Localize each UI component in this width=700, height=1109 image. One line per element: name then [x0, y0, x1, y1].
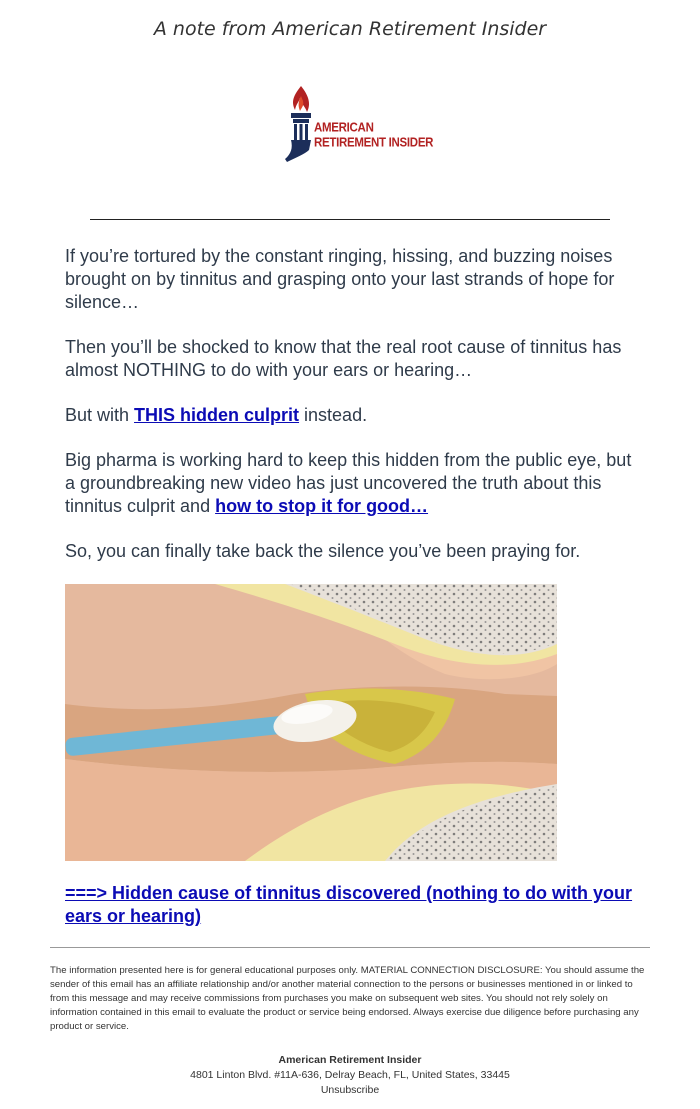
logo-line-1: AMERICAN [314, 121, 374, 135]
disclaimer-text: The information presented here is for general educational purposes only. MATERIAL CONNECTION DISCLOSURE: You should assume the sender of this email has an affiliate relationship and/or another material connection to the persons or businesses mentioned in or linked to from this message and may receive commissions from purchases you make on subsequent web sites. You should not rely solely on information contained in this email to evaluate the product or service being endorsed. Always exercise due diligence before purchasing any product or service. [50, 965, 645, 1032]
paragraph-4-text: Big pharma is working hard to keep this hidden from the public eye, but a groundbreaking new video has just uncovered the truth about this tinnitus culprit and [65, 450, 632, 516]
ear-canal-image[interactable] [65, 584, 557, 861]
paragraph-5: So, you can finally take back the silence you’ve been praying for. [65, 541, 581, 561]
footer-divider [50, 947, 650, 948]
paragraph-3 [65, 404, 640, 427]
paragraph-4 [65, 449, 640, 518]
paragraph-3-suffix: instead. [299, 405, 368, 425]
email-body [65, 245, 640, 585]
header-divider [90, 219, 610, 220]
logo-line-2: RETIREMENT INSIDER [314, 135, 434, 150]
sender-note: A note from American Retirement Insider [153, 18, 547, 40]
footer [0, 1053, 700, 1098]
paragraph-2: Then you’ll be shocked to know that the real root cause of tinnitus has almost NOTHING to do with your ears or hearing… [65, 337, 622, 380]
stop-it-link[interactable]: how to stop it for good… [215, 496, 429, 516]
hidden-culprit-link[interactable]: THIS hidden culprit [134, 405, 300, 425]
paragraph-1: If you’re tortured by the constant ringing, hissing, and buzzing noises brought on by tinnitus and grasping onto your last strands of hope for silence… [65, 246, 615, 312]
ear-illustration [65, 584, 557, 861]
logo-wordmark [314, 121, 433, 151]
brand-logo[interactable] [283, 84, 434, 166]
paragraph-3-prefix: But with [65, 405, 135, 425]
footer-address: 4801 Linton Blvd. #11A-636, Delray Beach, FL, United States, 33445 [190, 1069, 510, 1081]
cta-link[interactable]: ===> Hidden cause of tinnitus discovered (nothing to do with your ears or hearing) [65, 883, 633, 926]
footer-company: American Retirement Insider [278, 1054, 422, 1066]
unsubscribe-link[interactable]: Unsubscribe [320, 1084, 380, 1096]
